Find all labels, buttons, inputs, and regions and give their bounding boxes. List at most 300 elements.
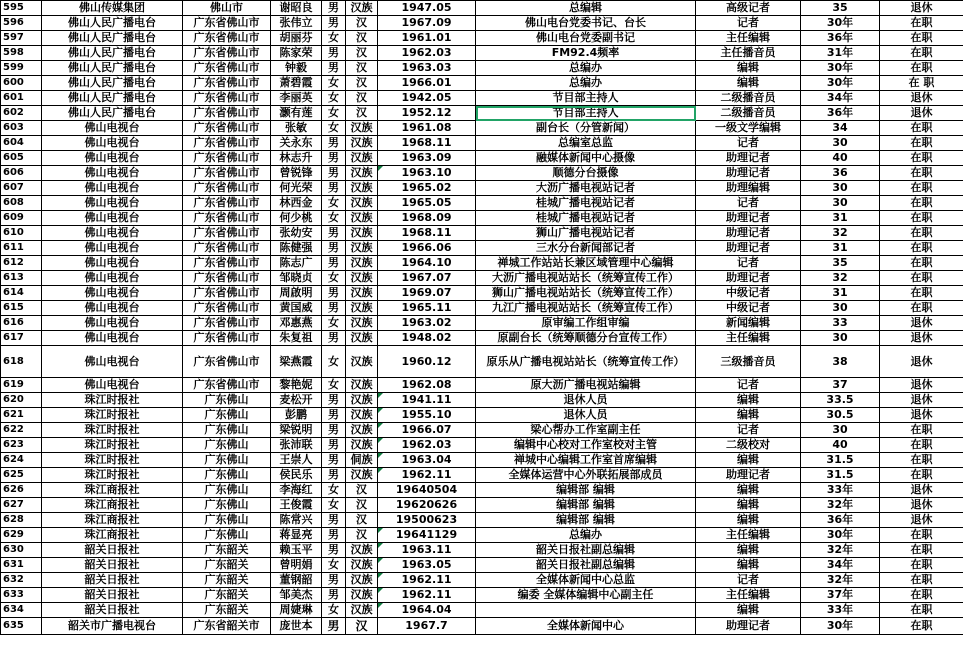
cell-location[interactable]: 广东韶关	[183, 588, 271, 603]
cell-location[interactable]: 广东省佛山市	[183, 46, 271, 61]
cell-ethnicity[interactable]: 汉族	[346, 151, 378, 166]
cell-unit[interactable]: 珠江商报社	[42, 483, 183, 498]
cell-years[interactable]: 38	[801, 346, 880, 378]
cell-position[interactable]: 编辑部 编辑	[476, 483, 696, 498]
cell-name[interactable]: 梁锐明	[271, 423, 322, 438]
cell-location[interactable]: 广东佛山	[183, 423, 271, 438]
cell-location[interactable]: 广东省佛山市	[183, 76, 271, 91]
table-row[interactable]	[1, 438, 963, 453]
cell-birth-date[interactable]: 1965.05	[378, 196, 476, 211]
cell-ethnicity[interactable]: 侗族	[346, 453, 378, 468]
cell-gender[interactable]: 男	[322, 256, 346, 271]
cell-title[interactable]: 助理记者	[696, 468, 801, 483]
cell-gender[interactable]: 女	[322, 91, 346, 106]
cell-years[interactable]: 34年	[801, 91, 880, 106]
cell-birth-date[interactable]: 1963.05	[378, 558, 476, 573]
cell-location[interactable]: 佛山市	[183, 1, 271, 16]
cell-name[interactable]: 彭鹏	[271, 408, 322, 423]
cell-gender[interactable]: 男	[322, 286, 346, 301]
cell-years[interactable]: 34	[801, 121, 880, 136]
table-row[interactable]	[1, 301, 963, 316]
cell-years[interactable]: 40	[801, 438, 880, 453]
table-row[interactable]	[1, 483, 963, 498]
cell-location[interactable]: 广东佛山	[183, 513, 271, 528]
cell-name[interactable]: 张沛联	[271, 438, 322, 453]
cell-row-number[interactable]: 606	[1, 166, 42, 181]
cell-title[interactable]: 编辑	[696, 61, 801, 76]
cell-ethnicity[interactable]: 汉族	[346, 226, 378, 241]
cell-years[interactable]: 32年	[801, 498, 880, 513]
cell-gender[interactable]: 男	[322, 166, 346, 181]
table-row[interactable]	[1, 271, 963, 286]
cell-years[interactable]: 33年	[801, 483, 880, 498]
cell-unit[interactable]: 珠江商报社	[42, 498, 183, 513]
cell-position[interactable]: 退休人员	[476, 393, 696, 408]
cell-status[interactable]: 退休	[880, 91, 963, 106]
cell-unit[interactable]: 韶关市广播电视台	[42, 618, 183, 635]
cell-unit[interactable]: 珠江时报社	[42, 453, 183, 468]
cell-years[interactable]: 31.5	[801, 468, 880, 483]
cell-title[interactable]: 编辑	[696, 513, 801, 528]
cell-years[interactable]: 32年	[801, 543, 880, 558]
cell-ethnicity[interactable]: 汉族	[346, 468, 378, 483]
cell-row-number[interactable]: 611	[1, 241, 42, 256]
cell-birth-date[interactable]: 19620626	[378, 498, 476, 513]
cell-ethnicity[interactable]: 汉族	[346, 136, 378, 151]
cell-name[interactable]: 萧碧霞	[271, 76, 322, 91]
cell-status[interactable]: 在职	[880, 543, 963, 558]
cell-birth-date[interactable]: 1963.03	[378, 61, 476, 76]
cell-title[interactable]: 记者	[696, 423, 801, 438]
cell-row-number[interactable]: 605	[1, 151, 42, 166]
cell-row-number[interactable]: 599	[1, 61, 42, 76]
cell-position[interactable]: 编辑部 编辑	[476, 498, 696, 513]
cell-status[interactable]: 在职	[880, 151, 963, 166]
cell-title[interactable]: 助理记者	[696, 211, 801, 226]
cell-unit[interactable]: 韶关日报社	[42, 543, 183, 558]
cell-position[interactable]: 九江广播电视站站长（统筹宣传工作）	[476, 301, 696, 316]
cell-row-number[interactable]: 622	[1, 423, 42, 438]
cell-location[interactable]: 广东省佛山市	[183, 106, 271, 121]
cell-gender[interactable]: 男	[322, 468, 346, 483]
cell-birth-date[interactable]: 1948.02	[378, 331, 476, 346]
cell-row-number[interactable]: 632	[1, 573, 42, 588]
cell-ethnicity[interactable]: 汉族	[346, 181, 378, 196]
cell-row-number[interactable]: 624	[1, 453, 42, 468]
cell-years[interactable]: 30.5	[801, 408, 880, 423]
cell-status[interactable]: 退休	[880, 346, 963, 378]
table-row[interactable]	[1, 316, 963, 331]
cell-years[interactable]: 32年	[801, 573, 880, 588]
cell-position[interactable]: 桂城广播电视站记者	[476, 211, 696, 226]
cell-position[interactable]	[476, 603, 696, 618]
cell-status[interactable]: 在职	[880, 453, 963, 468]
cell-row-number[interactable]: 631	[1, 558, 42, 573]
cell-ethnicity[interactable]: 汉	[346, 483, 378, 498]
cell-status[interactable]: 在职	[880, 136, 963, 151]
cell-birth-date[interactable]: 1942.05	[378, 91, 476, 106]
cell-location[interactable]: 广东省佛山市	[183, 256, 271, 271]
cell-ethnicity[interactable]: 汉	[346, 618, 378, 635]
table-row[interactable]	[1, 513, 963, 528]
cell-title[interactable]: 助理记者	[696, 226, 801, 241]
cell-birth-date[interactable]: 19500623	[378, 513, 476, 528]
cell-location[interactable]: 广东韶关	[183, 543, 271, 558]
cell-name[interactable]: 陈志广	[271, 256, 322, 271]
cell-position[interactable]: 狮山广播电视站站长（统筹宣传工作）	[476, 286, 696, 301]
cell-ethnicity[interactable]: 汉族	[346, 573, 378, 588]
cell-name[interactable]: 邹晓贞	[271, 271, 322, 286]
cell-years[interactable]: 30	[801, 423, 880, 438]
cell-location[interactable]: 广东佛山	[183, 438, 271, 453]
cell-location[interactable]: 广东佛山	[183, 408, 271, 423]
cell-years[interactable]: 31	[801, 286, 880, 301]
table-row[interactable]	[1, 453, 963, 468]
cell-location[interactable]: 广东省佛山市	[183, 151, 271, 166]
cell-title[interactable]: 编辑	[696, 603, 801, 618]
cell-years[interactable]: 32	[801, 226, 880, 241]
cell-years[interactable]: 36年	[801, 31, 880, 46]
cell-status[interactable]: 在职	[880, 181, 963, 196]
cell-status[interactable]: 在职	[880, 603, 963, 618]
cell-ethnicity[interactable]: 汉族	[346, 301, 378, 316]
cell-name[interactable]: 曾锐锋	[271, 166, 322, 181]
cell-position[interactable]: 编辑中心校对工作室校对主管	[476, 438, 696, 453]
cell-birth-date[interactable]: 1965.02	[378, 181, 476, 196]
cell-title[interactable]: 主任编辑	[696, 588, 801, 603]
cell-birth-date[interactable]: 1963.10	[378, 166, 476, 181]
cell-gender[interactable]: 女	[322, 211, 346, 226]
cell-unit[interactable]: 佛山人民广播电台	[42, 106, 183, 121]
table-row[interactable]	[1, 393, 963, 408]
cell-years[interactable]: 30	[801, 136, 880, 151]
cell-title[interactable]: 编辑	[696, 483, 801, 498]
cell-unit[interactable]: 佛山电视台	[42, 346, 183, 378]
cell-name[interactable]: 梁燕霞	[271, 346, 322, 378]
cell-name[interactable]: 黎艳妮	[271, 378, 322, 393]
cell-position[interactable]: 韶关日报社副总编辑	[476, 558, 696, 573]
cell-years[interactable]: 31年	[801, 46, 880, 61]
cell-gender[interactable]: 女	[322, 483, 346, 498]
cell-row-number[interactable]: 608	[1, 196, 42, 211]
cell-birth-date[interactable]: 19640504	[378, 483, 476, 498]
cell-row-number[interactable]: 600	[1, 76, 42, 91]
cell-row-number[interactable]: 596	[1, 16, 42, 31]
cell-name[interactable]: 赖玉平	[271, 543, 322, 558]
cell-birth-date[interactable]: 1968.09	[378, 211, 476, 226]
cell-gender[interactable]: 女	[322, 316, 346, 331]
table-row[interactable]	[1, 543, 963, 558]
cell-years[interactable]: 33年	[801, 603, 880, 618]
cell-gender[interactable]: 男	[322, 528, 346, 543]
cell-position[interactable]: 禅城中心编辑工作室首席编辑	[476, 453, 696, 468]
cell-gender[interactable]: 男	[322, 408, 346, 423]
cell-unit[interactable]: 佛山人民广播电台	[42, 61, 183, 76]
cell-row-number[interactable]: 612	[1, 256, 42, 271]
cell-status[interactable]: 在职	[880, 286, 963, 301]
cell-unit[interactable]: 韶关日报社	[42, 588, 183, 603]
cell-birth-date[interactable]: 1961.08	[378, 121, 476, 136]
cell-years[interactable]: 30	[801, 331, 880, 346]
cell-title[interactable]: 主任编辑	[696, 331, 801, 346]
cell-status[interactable]: 在职	[880, 226, 963, 241]
cell-status[interactable]: 退休	[880, 316, 963, 331]
cell-status[interactable]: 在职	[880, 241, 963, 256]
cell-name[interactable]: 灏有莲	[271, 106, 322, 121]
cell-ethnicity[interactable]: 汉族	[346, 196, 378, 211]
cell-unit[interactable]: 韶关日报社	[42, 603, 183, 618]
cell-birth-date[interactable]: 1962.08	[378, 378, 476, 393]
cell-birth-date[interactable]: 1968.11	[378, 136, 476, 151]
cell-title[interactable]: 三级播音员	[696, 346, 801, 378]
cell-location[interactable]: 广东佛山	[183, 498, 271, 513]
cell-birth-date[interactable]: 1966.01	[378, 76, 476, 91]
cell-unit[interactable]: 珠江时报社	[42, 423, 183, 438]
cell-gender[interactable]: 男	[322, 241, 346, 256]
cell-unit[interactable]: 韶关日报社	[42, 573, 183, 588]
cell-location[interactable]: 广东省韶关市	[183, 618, 271, 635]
cell-gender[interactable]: 男	[322, 16, 346, 31]
cell-title[interactable]: 主任播音员	[696, 46, 801, 61]
cell-location[interactable]: 广东省佛山市	[183, 61, 271, 76]
cell-unit[interactable]: 佛山电视台	[42, 256, 183, 271]
cell-unit[interactable]: 珠江商报社	[42, 528, 183, 543]
cell-gender[interactable]: 女	[322, 31, 346, 46]
cell-title[interactable]: 高级记者	[696, 1, 801, 16]
table-row[interactable]	[1, 121, 963, 136]
cell-years[interactable]: 36年	[801, 106, 880, 121]
cell-years[interactable]: 31	[801, 211, 880, 226]
cell-years[interactable]: 35	[801, 1, 880, 16]
cell-location[interactable]: 广东省佛山市	[183, 241, 271, 256]
cell-position[interactable]: FM92.4频率	[476, 46, 696, 61]
cell-row-number[interactable]: 620	[1, 393, 42, 408]
cell-unit[interactable]: 珠江时报社	[42, 393, 183, 408]
cell-birth-date[interactable]: 1964.04	[378, 603, 476, 618]
cell-name[interactable]: 黄国威	[271, 301, 322, 316]
cell-row-number[interactable]: 603	[1, 121, 42, 136]
cell-gender[interactable]: 男	[322, 301, 346, 316]
cell-title[interactable]: 新闻编辑	[696, 316, 801, 331]
cell-row-number[interactable]: 619	[1, 378, 42, 393]
table-row[interactable]	[1, 588, 963, 603]
cell-row-number[interactable]: 634	[1, 603, 42, 618]
cell-unit[interactable]: 佛山电视台	[42, 181, 183, 196]
cell-birth-date[interactable]: 1963.09	[378, 151, 476, 166]
cell-years[interactable]: 34年	[801, 558, 880, 573]
cell-status[interactable]: 在职	[880, 16, 963, 31]
cell-gender[interactable]: 男	[322, 423, 346, 438]
cell-row-number[interactable]: 601	[1, 91, 42, 106]
cell-name[interactable]: 李丽英	[271, 91, 322, 106]
table-row[interactable]	[1, 618, 963, 635]
cell-position[interactable]: 编辑部 编辑	[476, 513, 696, 528]
cell-gender[interactable]: 女	[322, 498, 346, 513]
cell-position[interactable]: 三水分台新闻部记者	[476, 241, 696, 256]
cell-position[interactable]: 原副台长（统筹顺德分台宣传工作）	[476, 331, 696, 346]
cell-row-number[interactable]: 602	[1, 106, 42, 121]
cell-unit[interactable]: 佛山电视台	[42, 151, 183, 166]
cell-status[interactable]: 退休	[880, 378, 963, 393]
cell-ethnicity[interactable]: 汉族	[346, 603, 378, 618]
cell-title[interactable]: 编辑	[696, 408, 801, 423]
cell-years[interactable]: 36年	[801, 513, 880, 528]
cell-birth-date[interactable]: 1962.11	[378, 573, 476, 588]
cell-unit[interactable]: 佛山电视台	[42, 166, 183, 181]
table-row[interactable]	[1, 408, 963, 423]
cell-row-number[interactable]: 630	[1, 543, 42, 558]
cell-status[interactable]: 在职	[880, 301, 963, 316]
cell-status[interactable]: 在职	[880, 211, 963, 226]
cell-row-number[interactable]: 627	[1, 498, 42, 513]
cell-status[interactable]: 在职	[880, 271, 963, 286]
cell-name[interactable]: 王俊霞	[271, 498, 322, 513]
cell-row-number[interactable]: 616	[1, 316, 42, 331]
table-row[interactable]	[1, 528, 963, 543]
table-row[interactable]	[1, 181, 963, 196]
cell-status[interactable]: 在职	[880, 121, 963, 136]
cell-position[interactable]: 全媒体新闻中心总监	[476, 573, 696, 588]
cell-position[interactable]: 编委 全媒体编辑中心副主任	[476, 588, 696, 603]
cell-ethnicity[interactable]: 汉族	[346, 211, 378, 226]
table-row[interactable]	[1, 196, 963, 211]
cell-position[interactable]: 总编办	[476, 61, 696, 76]
cell-title[interactable]: 二级播音员	[696, 106, 801, 121]
cell-row-number[interactable]: 609	[1, 211, 42, 226]
cell-row-number[interactable]: 617	[1, 331, 42, 346]
cell-unit[interactable]: 佛山人民广播电台	[42, 16, 183, 31]
cell-ethnicity[interactable]: 汉族	[346, 331, 378, 346]
cell-unit[interactable]: 佛山传媒集团	[42, 1, 183, 16]
cell-status[interactable]: 在职	[880, 31, 963, 46]
cell-location[interactable]: 广东韶关	[183, 573, 271, 588]
cell-years[interactable]: 30年	[801, 16, 880, 31]
cell-location[interactable]: 广东省佛山市	[183, 211, 271, 226]
cell-position[interactable]: 退休人员	[476, 408, 696, 423]
cell-unit[interactable]: 佛山电视台	[42, 378, 183, 393]
cell-name[interactable]: 胡丽芬	[271, 31, 322, 46]
cell-location[interactable]: 广东佛山	[183, 393, 271, 408]
cell-title[interactable]: 记者	[696, 136, 801, 151]
cell-title[interactable]: 编辑	[696, 453, 801, 468]
cell-position[interactable]: 副台长（分管新闻）	[476, 121, 696, 136]
cell-ethnicity[interactable]: 汉族	[346, 378, 378, 393]
table-row[interactable]	[1, 256, 963, 271]
cell-unit[interactable]: 佛山电视台	[42, 316, 183, 331]
cell-birth-date[interactable]: 1961.01	[378, 31, 476, 46]
cell-row-number[interactable]: 613	[1, 271, 42, 286]
cell-birth-date[interactable]: 1968.11	[378, 226, 476, 241]
cell-status[interactable]: 退休	[880, 513, 963, 528]
cell-status[interactable]: 退休	[880, 498, 963, 513]
cell-years[interactable]: 30	[801, 301, 880, 316]
cell-birth-date[interactable]: 1966.06	[378, 241, 476, 256]
cell-name[interactable]: 王崇人	[271, 453, 322, 468]
cell-years[interactable]: 35	[801, 256, 880, 271]
cell-location[interactable]: 广东省佛山市	[183, 316, 271, 331]
table-row[interactable]	[1, 378, 963, 393]
table-row[interactable]	[1, 61, 963, 76]
cell-birth-date[interactable]: 1969.07	[378, 286, 476, 301]
cell-name[interactable]: 蒋显亮	[271, 528, 322, 543]
cell-row-number[interactable]: 610	[1, 226, 42, 241]
cell-gender[interactable]: 男	[322, 46, 346, 61]
table-row[interactable]	[1, 16, 963, 31]
cell-gender[interactable]: 女	[322, 76, 346, 91]
cell-unit[interactable]: 佛山人民广播电台	[42, 46, 183, 61]
cell-ethnicity[interactable]: 汉族	[346, 316, 378, 331]
cell-status[interactable]: 在职	[880, 558, 963, 573]
cell-unit[interactable]: 佛山人民广播电台	[42, 31, 183, 46]
cell-birth-date[interactable]: 1965.11	[378, 301, 476, 316]
cell-row-number[interactable]: 621	[1, 408, 42, 423]
cell-status[interactable]: 在职	[880, 528, 963, 543]
cell-unit[interactable]: 佛山电视台	[42, 211, 183, 226]
cell-birth-date[interactable]: 1966.07	[378, 423, 476, 438]
cell-row-number[interactable]: 595	[1, 1, 42, 16]
cell-row-number[interactable]: 598	[1, 46, 42, 61]
table-row[interactable]	[1, 76, 963, 91]
cell-position[interactable]: 韶关日报社副总编辑	[476, 543, 696, 558]
cell-location[interactable]: 广东韶关	[183, 603, 271, 618]
cell-location[interactable]: 广东省佛山市	[183, 271, 271, 286]
cell-row-number[interactable]: 626	[1, 483, 42, 498]
cell-row-number[interactable]: 623	[1, 438, 42, 453]
table-row[interactable]	[1, 346, 963, 378]
cell-title[interactable]: 记者	[696, 196, 801, 211]
cell-status[interactable]: 在职	[880, 423, 963, 438]
cell-row-number[interactable]: 625	[1, 468, 42, 483]
cell-gender[interactable]: 女	[322, 106, 346, 121]
cell-unit[interactable]: 佛山电视台	[42, 286, 183, 301]
cell-position[interactable]: 原乐从广播电视站站长（统筹宣传工作）	[476, 346, 696, 378]
cell-birth-date[interactable]: 1962.03	[378, 438, 476, 453]
cell-position[interactable]: 桂城广播电视站记者	[476, 196, 696, 211]
cell-ethnicity[interactable]: 汉	[346, 498, 378, 513]
cell-title[interactable]: 二级播音员	[696, 91, 801, 106]
cell-title[interactable]: 记者	[696, 256, 801, 271]
cell-gender[interactable]: 男	[322, 136, 346, 151]
cell-position[interactable]: 梁心帮办工作室副主任	[476, 423, 696, 438]
cell-position[interactable]: 全媒体运营中心外联拓展部成员	[476, 468, 696, 483]
cell-title[interactable]: 编辑	[696, 393, 801, 408]
table-row[interactable]	[1, 468, 963, 483]
cell-title[interactable]: 编辑	[696, 543, 801, 558]
cell-location[interactable]: 广东佛山	[183, 468, 271, 483]
cell-gender[interactable]: 女	[322, 121, 346, 136]
cell-location[interactable]: 广东佛山	[183, 528, 271, 543]
cell-unit[interactable]: 佛山人民广播电台	[42, 76, 183, 91]
cell-years[interactable]: 30年	[801, 61, 880, 76]
cell-row-number[interactable]: 633	[1, 588, 42, 603]
cell-status[interactable]: 在职	[880, 468, 963, 483]
table-row[interactable]	[1, 286, 963, 301]
cell-name[interactable]: 麦松开	[271, 393, 322, 408]
table-row[interactable]	[1, 151, 963, 166]
cell-name[interactable]: 张伟立	[271, 16, 322, 31]
cell-location[interactable]: 广东省佛山市	[183, 16, 271, 31]
cell-ethnicity[interactable]: 汉	[346, 513, 378, 528]
cell-gender[interactable]: 女	[322, 346, 346, 378]
cell-status[interactable]: 在职	[880, 618, 963, 635]
cell-years[interactable]: 33	[801, 316, 880, 331]
cell-row-number[interactable]: 614	[1, 286, 42, 301]
cell-title[interactable]: 记者	[696, 378, 801, 393]
cell-status[interactable]: 退休	[880, 393, 963, 408]
cell-birth-date[interactable]: 1952.12	[378, 106, 476, 121]
cell-name[interactable]: 朱复祖	[271, 331, 322, 346]
cell-location[interactable]: 广东省佛山市	[183, 286, 271, 301]
